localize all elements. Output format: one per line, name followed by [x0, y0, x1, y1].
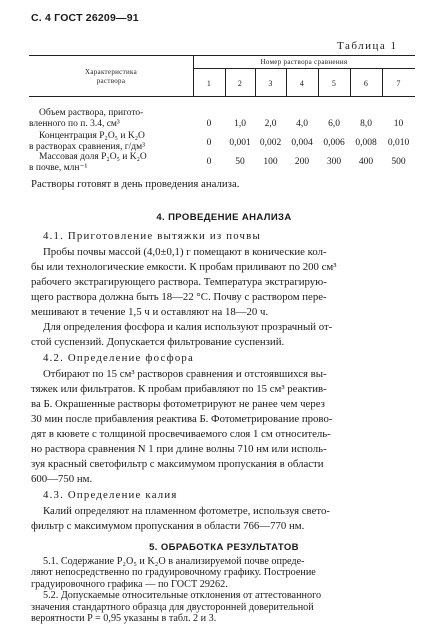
paragraph-line: Отбирают по 15 см³ растворов сравнения и отстоявшихся вы- [43, 368, 327, 380]
paragraph-line: мешивают в течение 1,5 ч и оставляют на 18—20 ч. [31, 306, 269, 318]
section-5-title: 5. ОБРАБОТКА РЕЗУЛЬТАТОВ [149, 542, 299, 553]
column-number: 7 [396, 79, 401, 88]
row-label-line: в почве, млн⁻¹ [29, 163, 88, 173]
table-cell: 300 [326, 157, 342, 167]
row-label-line: Массовая доля P₂O₅ и K₂O [39, 152, 147, 162]
column-number: 3 [268, 79, 273, 88]
paragraph-line: тяжек или фильтратов. К пробам прибавляют по 15 см³ реактив- [31, 383, 327, 395]
table-caption: Таблица 1 [337, 40, 398, 52]
table-cell: 6,0 [328, 119, 340, 129]
table-cell: 0,002 [259, 138, 282, 148]
column-number: 4 [299, 79, 305, 88]
table-cell: 10 [393, 119, 404, 129]
table-row-label [29, 131, 209, 153]
table-cell: 0 [206, 157, 212, 167]
table-row-label [29, 108, 209, 130]
paragraph-line: рабочего экстрагирующего раствора. Температура экстрагирую- [31, 276, 327, 288]
table-cell: 500 [391, 157, 406, 167]
paragraph-line: стой суспензий. Допускается фильтрование суспензий. [31, 336, 285, 348]
column-header-characteristic: Характеристика [84, 68, 137, 76]
paragraph-line: 30 мин после прибавления реактива Б. Фотометрирование прово- [31, 413, 333, 425]
paragraph-line: 600—750 нм. [31, 473, 93, 485]
section-4-title: 4. ПРОВЕДЕНИЕ АНАЛИЗА [156, 212, 292, 223]
paragraph-line: ляют непосредственно по градуировочному графику. Построение [31, 567, 316, 579]
subsection-4-1-heading: 4.1. Приготовление вытяжки из почвы [43, 230, 261, 242]
paragraph-line: значения стандартного образца для двусторонней доверительной [31, 601, 314, 613]
paragraph-line: ва Б. Окрашенные растворы фотометрируют не ранее чем через [31, 398, 325, 410]
paragraph-line: щего раствора должна быть 18—22 °С. Почву с раствором пере- [31, 291, 327, 303]
column-number: 2 [237, 79, 243, 88]
table-row-label [29, 152, 209, 174]
table-cell: 0,001 [229, 138, 251, 148]
table-cell: 8,0 [360, 119, 372, 129]
table-cell: 0,010 [387, 138, 410, 148]
paragraph-line: бы или технологические емкости. К пробам приливают по 200 см³ [31, 261, 337, 273]
table-cell: 400 [358, 157, 374, 167]
paragraph-line: но раствора сравнения N 1 при длине волны 710 нм или исполь- [31, 443, 327, 455]
row-label-line: вленного по п. 3.4, см³ [29, 119, 120, 129]
table-cell: 200 [294, 157, 310, 167]
table-cell: 0,004 [291, 138, 313, 148]
paragraph-line: фильтр с максимумом пропускания в области 766—770 нм. [31, 520, 305, 532]
after-table-note: Растворы готовят в день проведения анализа. [31, 178, 240, 190]
table-cell: 1,0 [234, 119, 246, 129]
paragraph-line: дят в кювете с толщиной просвечиваемого слоя 1 см относитель- [31, 428, 331, 440]
paragraph-line: Калий определяют на пламенном фотометре, используя свето- [43, 505, 330, 517]
row-label-line: Объем раствора, пригото- [39, 108, 144, 118]
table-cell: 0 [206, 119, 212, 129]
table-cell: 0,006 [323, 138, 345, 148]
page-header: С. 4 ГОСТ 26209—91 [31, 12, 139, 24]
table-cell: 2,0 [264, 119, 277, 129]
subsection-4-3-heading: 4.3. Определение калия [43, 489, 178, 501]
paragraph-line: 5.1. Содержание P₂O₅ и K₂O в анализируемой почве опреде- [43, 556, 305, 567]
paragraph-line: вероятности P = 0,95 указаны в табл. 2 и 3. [31, 613, 217, 624]
column-number: 1 [206, 79, 212, 88]
row-label-line: в растворах сравнения, г/дм³ [29, 142, 145, 152]
table-header-rule [29, 96, 415, 97]
table-cell: 100 [263, 157, 278, 167]
column-group-header: Номер раствора сравнения [260, 58, 348, 66]
table-cell: 0,008 [355, 138, 377, 148]
table-cell: 50 [235, 157, 245, 167]
subsection-4-2-heading: 4.2. Определение фосфора [43, 352, 195, 364]
table-cell: 0 [206, 138, 212, 148]
column-number: 6 [363, 79, 369, 88]
paragraph-line: зуя красный светофильтр с максимумом пропускания в области [31, 458, 324, 470]
paragraph-line: Пробы почвы массой (4,0±0,1) г помещают в конические кол- [43, 246, 327, 258]
paragraph-line: градуировочного графика — по ГОСТ 29262. [31, 578, 228, 590]
paragraph-line: Для определения фосфора и калия используют прозрачный от- [43, 321, 333, 333]
table-cell: 4,0 [296, 119, 308, 129]
row-label-line: Концентрация P₂O₅ и K₂O [39, 131, 145, 141]
paragraph-line: 5.2. Допускаемые относительные отклонения от аттестованного [43, 590, 322, 602]
column-number: 5 [331, 79, 337, 88]
table-top-rule [29, 55, 415, 56]
column-header-characteristic: раствора [96, 77, 126, 85]
table-1 [29, 55, 415, 173]
